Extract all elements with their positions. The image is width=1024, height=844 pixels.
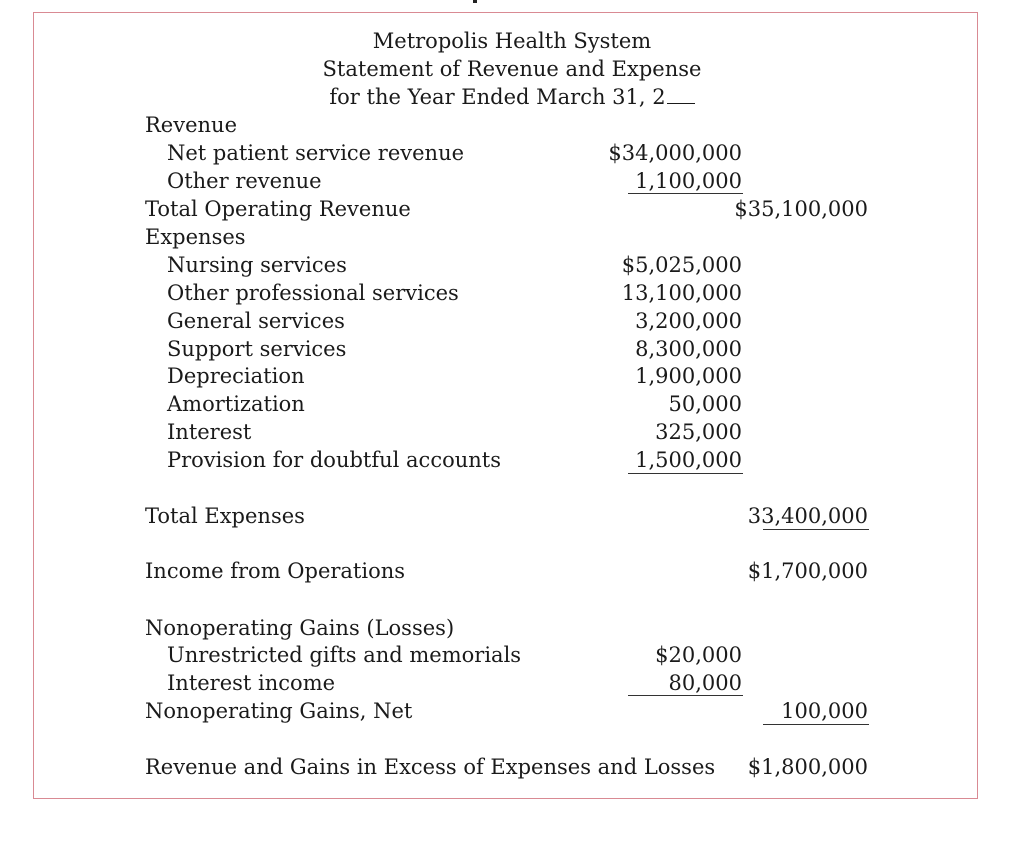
year-blank-line (667, 85, 695, 104)
statement-period (0, 83, 1024, 111)
subtotal-rule (628, 695, 743, 696)
line-item-amount: $34,000,000 (608, 141, 742, 165)
total-operating-revenue-label: Total Operating Revenue (145, 197, 411, 221)
line-item-amount: 1,900,000 (635, 364, 742, 388)
line-item-label: Other revenue (167, 169, 322, 193)
line-item-amount: 325,000 (655, 420, 742, 444)
total-operating-revenue-amount: $35,100,000 (734, 197, 868, 221)
line-item-amount: $5,025,000 (621, 253, 742, 277)
total-rule (763, 724, 869, 725)
income-from-operations-amount: $1,700,000 (747, 559, 868, 583)
line-item-amount: 1,500,000 (635, 448, 742, 472)
line-item-label: Amortization (167, 392, 305, 416)
line-item-amount: 80,000 (668, 671, 742, 695)
revenue-heading: Revenue (145, 113, 238, 137)
total-expenses-label: Total Expenses (145, 504, 305, 528)
line-item-label: Interest (167, 420, 252, 444)
statement-title: Statement of Revenue and Expense (322, 57, 702, 81)
total-rule (763, 529, 869, 530)
line-item-amount: 13,100,000 (621, 281, 742, 305)
top-edge-mark (473, 0, 477, 3)
nonoperating-net-amount: 100,000 (781, 699, 868, 723)
line-item-label: Provision for doubtful accounts (167, 448, 501, 472)
line-item-label: Support services (167, 337, 347, 361)
total-expenses-amount: 33,400,000 (747, 504, 868, 528)
statement-period-text: for the Year Ended March 31, 2 (329, 85, 666, 109)
organization-name: Metropolis Health System (372, 29, 652, 53)
line-item-label: Depreciation (167, 364, 305, 388)
excess-amount: $1,800,000 (747, 755, 868, 779)
line-item-amount: 50,000 (668, 392, 742, 416)
line-item-label: Interest income (167, 671, 336, 695)
line-item-amount: 1,100,000 (635, 169, 742, 193)
nonoperating-heading: Nonoperating Gains (Losses) (145, 616, 455, 640)
excess-label: Revenue and Gains in Excess of Expenses and Losses (145, 755, 716, 779)
nonoperating-net-label: Nonoperating Gains, Net (145, 699, 413, 723)
expenses-heading: Expenses (145, 225, 246, 249)
line-item-label: Other professional services (167, 281, 459, 305)
line-item-amount: 3,200,000 (635, 309, 742, 333)
line-item-amount: 8,300,000 (635, 337, 742, 361)
line-item-label: Unrestricted gifts and memorials (167, 643, 522, 667)
line-item-label: Nursing services (167, 253, 347, 277)
subtotal-rule (628, 473, 743, 474)
line-item-amount: $20,000 (655, 643, 742, 667)
subtotal-rule (628, 193, 743, 194)
line-item-label: General services (167, 309, 345, 333)
line-item-label: Net patient service revenue (167, 141, 465, 165)
income-from-operations-label: Income from Operations (145, 559, 406, 583)
